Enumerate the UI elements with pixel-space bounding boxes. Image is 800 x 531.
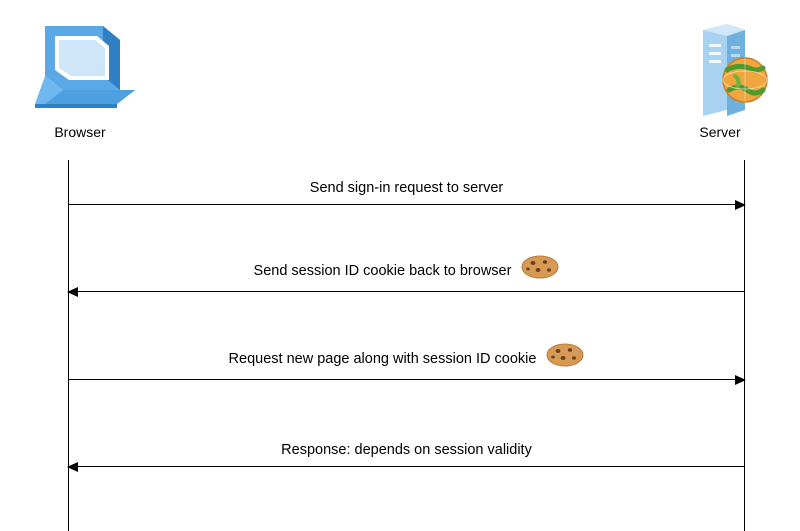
actor-browser xyxy=(0,18,160,140)
message-3-line xyxy=(68,379,745,380)
message-3 xyxy=(68,340,745,380)
arrow-left-icon xyxy=(67,287,78,297)
message-1 xyxy=(68,165,745,205)
message-4 xyxy=(68,427,745,467)
message-3-label xyxy=(68,343,745,372)
actor-server-label: Server xyxy=(699,124,741,140)
cookie-icon xyxy=(546,343,584,372)
actor-server xyxy=(640,18,800,140)
laptop-icon xyxy=(0,18,160,118)
arrow-right-icon xyxy=(735,200,746,210)
message-1-text: Send sign-in request to server xyxy=(309,180,504,196)
cookie-icon xyxy=(521,255,559,284)
arrow-right-icon xyxy=(735,375,746,385)
message-2-line xyxy=(68,291,745,292)
arrow-left-icon xyxy=(67,462,78,472)
message-2 xyxy=(68,252,745,292)
actor-browser-label: Browser xyxy=(54,124,106,140)
message-1-line xyxy=(68,204,745,205)
message-2-text: Send session ID cookie back to browser xyxy=(253,263,512,279)
message-4-line xyxy=(68,466,745,467)
server-globe-icon xyxy=(640,18,800,118)
message-4-label xyxy=(68,441,745,459)
message-3-text: Request new page along with session ID cookie xyxy=(228,351,537,367)
message-4-text: Response: depends on session validity xyxy=(281,442,532,458)
message-1-label xyxy=(68,179,745,197)
message-2-label xyxy=(68,255,745,284)
